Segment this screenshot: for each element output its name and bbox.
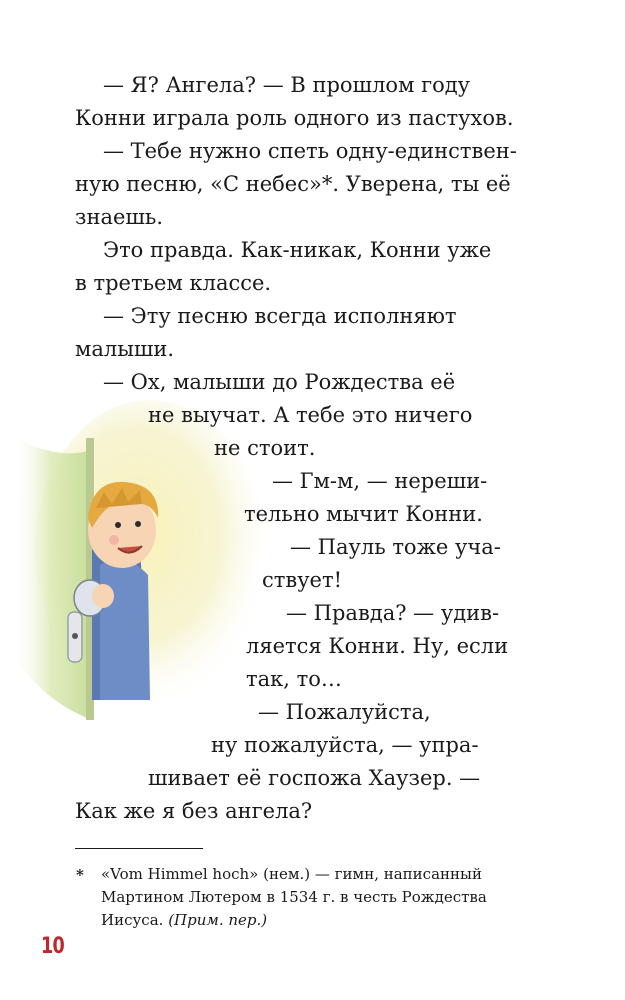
text-line: не стоит.	[214, 436, 316, 460]
text-line: ную песню, «С небес»*. Уверена, ты её	[75, 172, 511, 196]
text-line: Как же я без ангела?	[75, 799, 313, 823]
text-line: — Эту песню всегда исполняют	[103, 304, 457, 328]
text-line: — Пауль тоже уча-	[290, 535, 501, 559]
page-number: 10	[41, 934, 64, 959]
text-line: не выучат. А тебе это ничего	[148, 403, 473, 427]
text-line: Конни играла роль одного из пастухов.	[75, 106, 514, 130]
translator-note: (Прим. пер.)	[168, 911, 268, 929]
text-line: в третьем классе.	[75, 271, 272, 295]
text-line: — Я? Ангела? — В прошлом году	[103, 73, 471, 97]
footnote-line: «Vom Himmel hoch» (нем.) — гимн, написанный	[101, 865, 482, 883]
text-line: малыши.	[75, 337, 175, 361]
text-line: знаешь.	[75, 205, 164, 229]
text-line: ствует!	[262, 568, 343, 592]
text-line: — Ох, малыши до Рождества её	[103, 370, 456, 394]
text-line: — Правда? — удив-	[286, 601, 500, 625]
footnote-line	[101, 910, 267, 930]
footnote-line: Мартином Лютером в 1534 г. в честь Рождества	[101, 888, 487, 906]
text-line: так, то…	[246, 667, 342, 691]
text-line: тельно мычит Конни.	[244, 502, 483, 526]
text-line: — Пожалуйста,	[258, 700, 431, 724]
text-line: Это правда. Как-никак, Конни уже	[103, 238, 492, 262]
footnote-divider	[75, 848, 203, 849]
text-line: — Гм-м, — нереши-	[272, 469, 488, 493]
footnote-text: Иисуса.	[101, 911, 169, 929]
text-line: — Тебе нужно спеть одну-единствен-	[103, 139, 517, 163]
text-line: шивает её госпожа Хаузер. —	[148, 766, 481, 790]
text-line: ну пожалуйста, — упра-	[211, 733, 479, 757]
text-line: ляется Конни. Ну, если	[246, 634, 509, 658]
footnote-marker: *	[76, 866, 84, 884]
